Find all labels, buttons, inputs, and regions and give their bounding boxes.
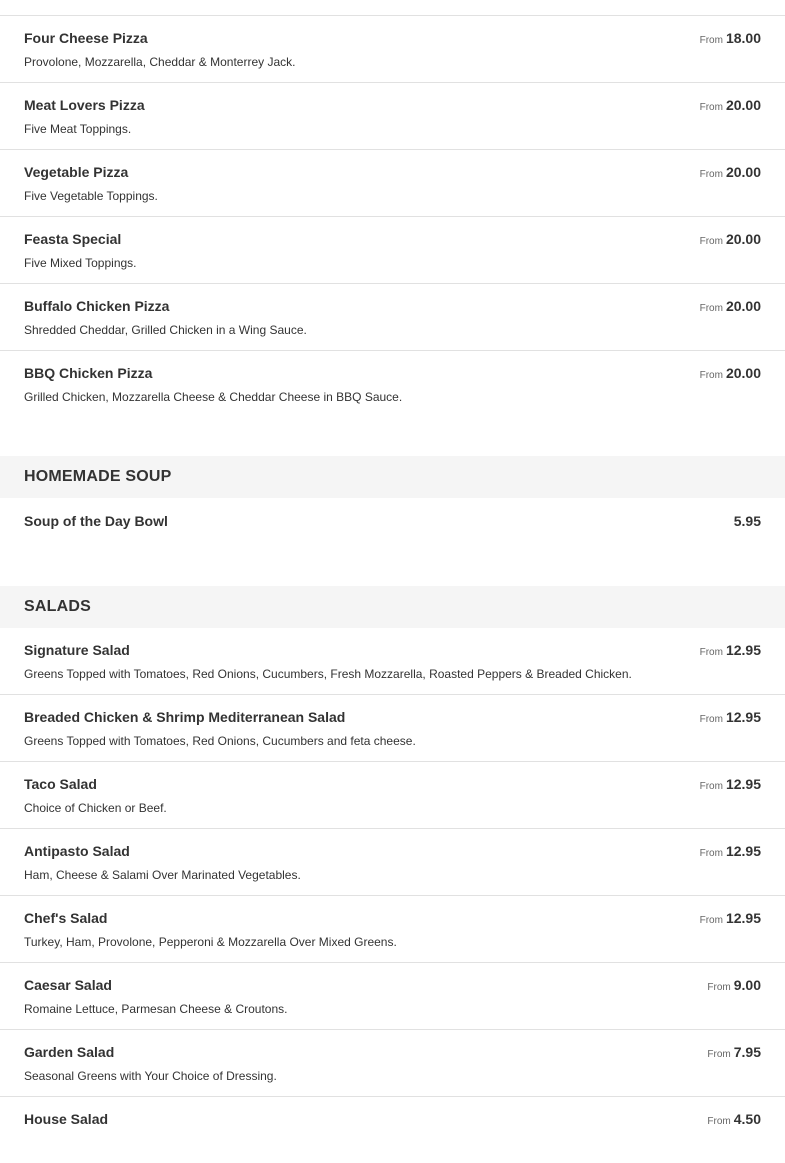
price-value: 12.95: [725, 910, 761, 926]
item-description: Greens Topped with Tomatoes, Red Onions, Cucumbers, Fresh Mozzarella, Roasted Peppers & Breaded Chicken.: [24, 667, 632, 681]
item-description: Seasonal Greens with Your Choice of Dressing.: [24, 1069, 277, 1083]
item-price: [700, 231, 761, 247]
pizza-items-list: [0, 16, 785, 417]
price-value: 20.00: [725, 231, 761, 247]
item-description: Greens Topped with Tomatoes, Red Onions, Cucumbers and feta cheese.: [24, 734, 416, 748]
item-name: BBQ Chicken Pizza: [24, 365, 153, 381]
item-price: [707, 1111, 761, 1127]
price-value: 12.95: [725, 776, 761, 792]
from-label: From: [707, 982, 731, 993]
item-name: Chef's Salad: [24, 910, 108, 926]
from-label: From: [699, 848, 723, 859]
menu-item-taco-salad[interactable]: [0, 762, 785, 829]
item-description: Five Meat Toppings.: [24, 122, 132, 136]
menu-item-garden-salad[interactable]: [0, 1030, 785, 1097]
item-price: [707, 977, 761, 993]
from-label: From: [699, 169, 723, 180]
item-price: [700, 910, 761, 926]
from-label: From: [707, 1049, 731, 1060]
item-price: [700, 164, 761, 180]
item-description: Grilled Chicken, Mozzarella Cheese & Cheddar Cheese in BBQ Sauce.: [24, 390, 403, 404]
from-label: From: [699, 781, 723, 792]
menu-item-four-cheese-pizza[interactable]: [0, 16, 785, 83]
from-label: From: [699, 915, 723, 926]
from-label: From: [699, 303, 723, 314]
item-description: Choice of Chicken or Beef.: [24, 801, 167, 815]
item-description: Five Vegetable Toppings.: [24, 189, 158, 203]
category-header-homemade-soup: [0, 456, 785, 498]
menu-item-feasta-special[interactable]: [0, 217, 785, 284]
menu-item-signature-salad[interactable]: [0, 628, 785, 695]
menu-item-bbq-chicken-pizza[interactable]: [0, 351, 785, 417]
from-label: From: [699, 102, 723, 113]
item-name: Feasta Special: [24, 231, 122, 247]
item-price: [707, 1044, 761, 1060]
menu-item-buffalo-chicken-pizza[interactable]: [0, 284, 785, 351]
item-name: Breaded Chicken & Shrimp Mediterranean Salad: [24, 709, 346, 725]
menu-item-vegetable-pizza[interactable]: [0, 150, 785, 217]
menu-item-breaded-chicken-shrimp-salad[interactable]: [0, 695, 785, 762]
category-title: SALADS: [24, 598, 91, 615]
price-value: 20.00: [725, 97, 761, 113]
item-description: Five Mixed Toppings.: [24, 256, 137, 270]
menu-item-chefs-salad[interactable]: [0, 896, 785, 963]
item-name: Soup of the Day Bowl: [24, 513, 168, 529]
item-name: Buffalo Chicken Pizza: [24, 298, 170, 314]
item-price: [700, 642, 761, 658]
price-value: 12.95: [725, 709, 761, 725]
item-description: Ham, Cheese & Salami Over Marinated Vegetables.: [24, 868, 301, 882]
menu-item-house-salad[interactable]: [0, 1097, 785, 1163]
from-label: From: [707, 1116, 731, 1127]
price-value: 5.95: [733, 513, 761, 529]
item-name: House Salad: [24, 1111, 109, 1127]
from-label: From: [699, 714, 723, 725]
item-name: Signature Salad: [24, 642, 130, 658]
salad-items-list: [0, 628, 785, 1163]
soup-items-list: [0, 498, 785, 542]
price-value: 20.00: [725, 365, 761, 381]
item-description: Provolone, Mozzarella, Cheddar & Monterrey Jack.: [24, 55, 296, 69]
category-header-salads: [0, 586, 785, 628]
menu-item-antipasto-salad[interactable]: [0, 829, 785, 896]
from-label: From: [699, 35, 723, 46]
price-value: 20.00: [725, 164, 761, 180]
item-name: Vegetable Pizza: [24, 164, 129, 180]
item-name: Antipasto Salad: [24, 843, 130, 859]
from-label: From: [699, 647, 723, 658]
item-description: Romaine Lettuce, Parmesan Cheese & Croutons.: [24, 1002, 288, 1016]
item-name: Meat Lovers Pizza: [24, 97, 145, 113]
menu-item-caesar-salad[interactable]: [0, 963, 785, 1030]
item-price: [700, 97, 761, 113]
price-value: 18.00: [725, 30, 761, 46]
item-name: Taco Salad: [24, 776, 97, 792]
item-price: [700, 709, 761, 725]
price-value: 7.95: [733, 1044, 761, 1060]
item-price: [700, 843, 761, 859]
item-price: [700, 776, 761, 792]
item-name: Four Cheese Pizza: [24, 30, 148, 46]
price-value: 20.00: [725, 298, 761, 314]
from-label: From: [699, 370, 723, 381]
item-price: [734, 513, 761, 529]
price-value: 9.00: [733, 977, 761, 993]
price-value: 12.95: [725, 642, 761, 658]
price-value: 12.95: [725, 843, 761, 859]
item-description: Turkey, Ham, Provolone, Pepperoni & Mozzarella Over Mixed Greens.: [24, 935, 397, 949]
item-name: Caesar Salad: [24, 977, 112, 993]
menu-item-meat-lovers-pizza[interactable]: [0, 83, 785, 150]
menu-item-soup-of-the-day-bowl[interactable]: [0, 498, 785, 542]
price-value: 4.50: [733, 1111, 761, 1127]
item-price: [700, 30, 761, 46]
item-price: [700, 298, 761, 314]
category-title: HOMEMADE SOUP: [24, 468, 172, 485]
item-description: Shredded Cheddar, Grilled Chicken in a Wing Sauce.: [24, 323, 307, 337]
item-price: [700, 365, 761, 381]
item-name: Garden Salad: [24, 1044, 115, 1060]
from-label: From: [699, 236, 723, 247]
